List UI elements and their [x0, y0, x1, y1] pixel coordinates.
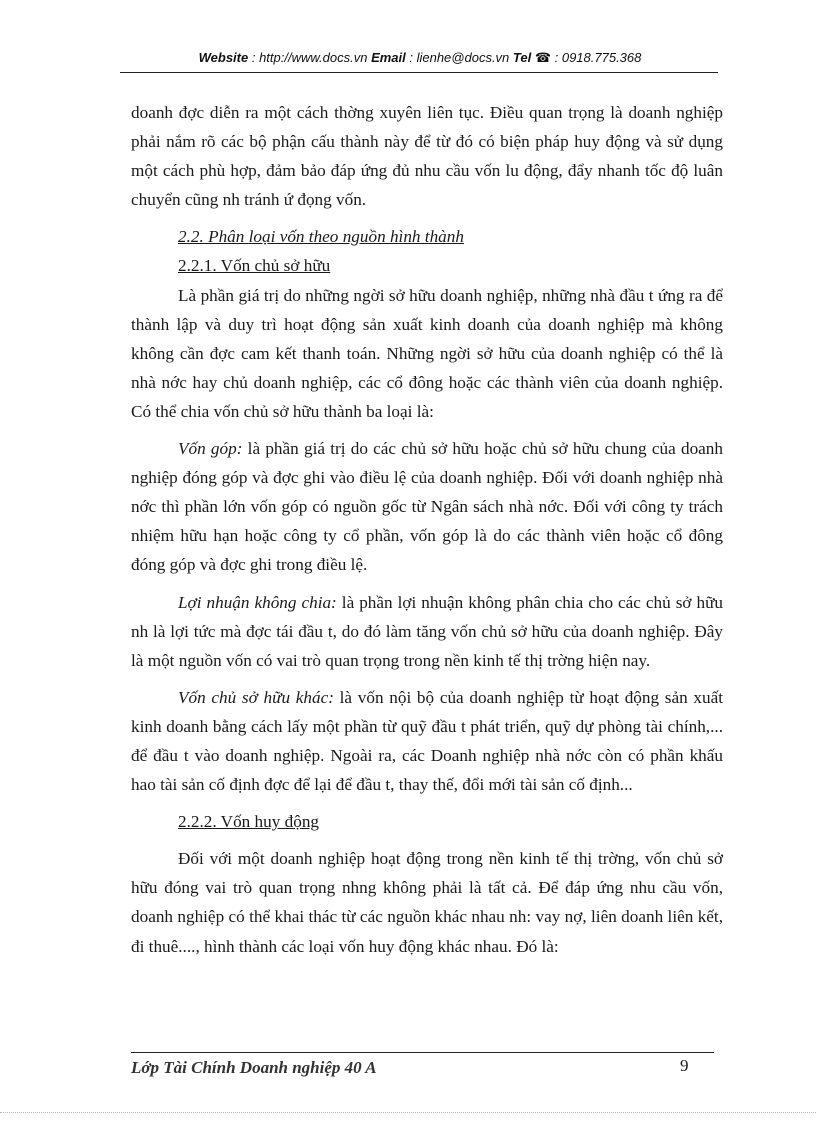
- paragraph-other-equity: Vốn chủ sở hữu khác: là vốn nội bộ của doanh nghiệp từ hoạt động sản xuất kinh doanh bằng cách lấy một phần từ quỹ đầu t phát triển, quỹ dự phòng tài chính,... để đầu t vào doanh nghiệp. Ngoài ra, các Doanh nghiệp nhà nớc còn có phần khấu hao tài sản cố định đợc để lại để đầu t, thay thế, đổi mới tài sản cố định...: [131, 687, 723, 795]
- section-heading-2-2-2: 2.2.2. Vốn huy động: [178, 812, 320, 832]
- tel-value: : 0918.775.368: [551, 50, 642, 65]
- paragraph-owner-equity: Là phần giá trị do những ngời sở hữu doanh nghiệp, những nhà đầu t ứng ra để thành lập và duy trì hoạt động sản xuất kinh doanh của doanh nghiệp mà không không cần đợc cam kết thanh toán. Những ngời sở hữu của doanh nghiệp có thể là nhà nớc hay chủ doanh nghiệp, các cổ đông hoặc các thành viên của doanh nghiệp. Có thể chia vốn chủ sở hữu thành ba loại là:: [131, 285, 723, 421]
- footer-divider: [131, 1052, 714, 1053]
- page-number: 9: [680, 1056, 689, 1075]
- header-divider: [120, 72, 718, 73]
- paragraph-continuation: doanh đợc diễn ra một cách thờng xuyên liên tục. Điều quan trọng là doanh nghiệp phải nắm rõ các bộ phận cấu thành này để từ đó có biện pháp huy động và sử dụng một cách phù hợp, đảm bảo đáp ứng đủ nhu cầu vốn lu động, đẩy nhanh tốc độ luân chuyển cũng nh tránh ứ đọng vốn.: [131, 103, 723, 210]
- term-other-equity: Vốn chủ sở hữu khác:: [178, 687, 334, 707]
- page-bottom-border: [0, 1112, 816, 1113]
- website-label: Website: [198, 50, 249, 65]
- section-heading-2-2-1: 2.2.1. Vốn chủ sở hữu: [178, 256, 331, 276]
- tel-label: Tel ☎: [512, 50, 552, 65]
- email-link[interactable]: : lienhe@docs.vn: [405, 50, 513, 65]
- website-link[interactable]: : http://www.docs.vn: [248, 50, 372, 65]
- section-heading-2-2: 2.2. Phân loại vốn theo nguồn hình thành: [178, 227, 464, 247]
- paragraph-contributed-capital: Vốn góp: là phần giá trị do các chủ sở hữu hoặc chủ sở hữu chung của doanh nghiệp đóng góp và đợc ghi vào điều lệ của doanh nghiệp. Đối với doanh nghiệp nhà nớc thì phần lớn vốn góp có nguồn gốc từ Ngân sách nhà nớc. Đối với công ty trách nhiệm hữu hạn hoặc công ty cổ phần, vốn góp là do các thành viên hoặc cổ đông đóng góp và đợc ghi trong điều lệ.: [131, 439, 723, 575]
- document-body: [131, 98, 723, 961]
- term-contributed-capital: Vốn góp:: [178, 439, 243, 459]
- term-retained-earnings: Lợi nhuận không chia:: [178, 592, 337, 612]
- email-label: Email: [371, 50, 406, 65]
- footer-class-name: Lớp Tài Chính Doanh nghiệp 40 A: [131, 1058, 377, 1077]
- paragraph-mobilized-capital: Đối với một doanh nghiệp hoạt động trong nền kinh tế thị trờng, vốn chủ sở hữu đóng vai trò quan trọng nhng không phải là tất cả. Để đáp ứng nhu cầu vốn, doanh nghiệp có thể khai thác từ các nguồn khác nhau nh: vay nợ, liên doanh liên kết, đi thuê...., hình thành các loại vốn huy động khác nhau. Đó là:: [131, 849, 723, 956]
- paragraph-retained-earnings: Lợi nhuận không chia: là phần lợi nhuận không phân chia cho các chủ sở hữu nh là lợi tức mà đợc tái đầu t, do đó làm tăng vốn chủ sở hữu của doanh nghiệp. Đây là một nguồn vốn có vai trò quan trọng trong nền kinh tế thị trờng hiện nay.: [131, 592, 724, 670]
- page-header: [120, 50, 720, 72]
